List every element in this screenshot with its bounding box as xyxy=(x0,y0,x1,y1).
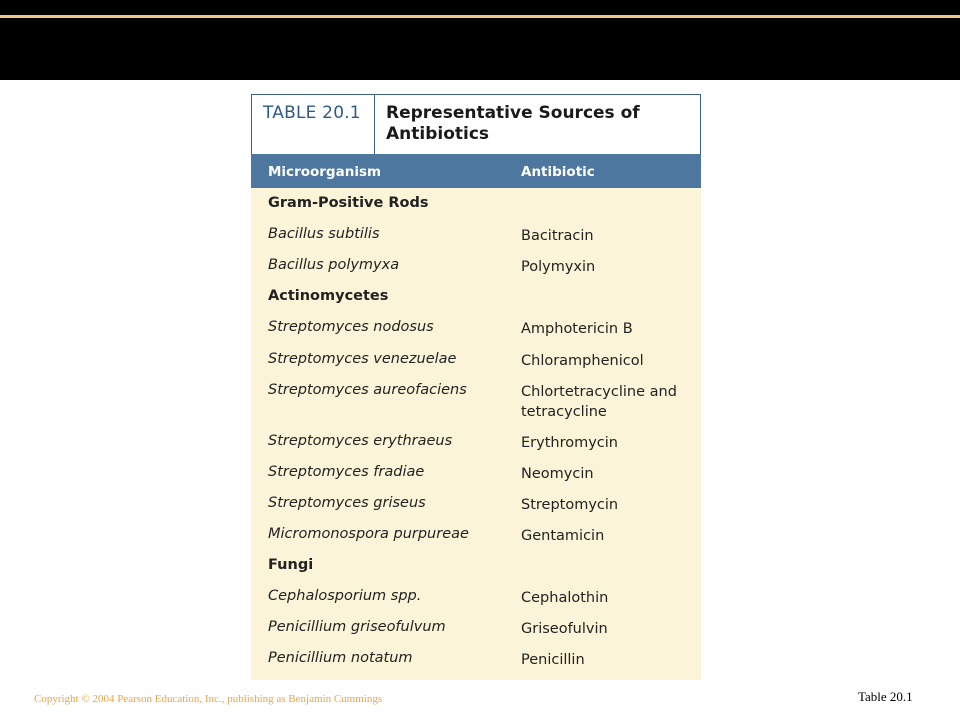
table-row xyxy=(251,351,701,382)
organism-cell: Streptomyces venezuelae xyxy=(268,350,457,367)
organism-cell: Streptomyces aureofaciens xyxy=(268,381,467,398)
organism-cell: Micromonospora purpureae xyxy=(268,525,469,542)
table-row xyxy=(251,588,701,619)
table-row xyxy=(251,433,701,464)
table-row xyxy=(251,526,701,557)
table-row xyxy=(251,495,701,526)
organism-cell: Penicillium notatum xyxy=(268,650,413,667)
organism-cell: Streptomyces fradiae xyxy=(268,463,425,480)
table-title: Representative Sources of Antibiotics xyxy=(386,103,640,144)
antibiotic-cell: Streptomycin xyxy=(521,496,619,513)
antibiotic-cell: Erythromycin xyxy=(521,434,618,451)
table-number: TABLE 20.1 xyxy=(252,95,375,155)
table-row xyxy=(251,619,701,650)
antibiotic-cell: Chloramphenicol xyxy=(521,352,644,369)
antibiotic-cell: Amphotericin B xyxy=(521,321,633,338)
group-label: Gram-Positive Rods xyxy=(268,195,429,211)
table-row xyxy=(251,382,701,433)
organism-cell: Penicillium griseofulvum xyxy=(268,619,446,636)
antibiotic-cell: Chlortetracycline and tetracycline xyxy=(521,383,677,420)
table-row xyxy=(251,257,701,288)
title-band-accent-line xyxy=(0,15,960,18)
organism-cell: Cephalosporium spp. xyxy=(268,588,422,605)
group-label: Fungi xyxy=(268,557,314,573)
organism-cell: Streptomyces nodosus xyxy=(268,319,434,336)
antibiotic-cell: Bacitracin xyxy=(521,228,594,245)
copyright-notice: Copyright © 2004 Pearson Education, Inc., publishing as Benjamin Cummings xyxy=(34,693,383,705)
table-row xyxy=(251,464,701,495)
header-microorganism: Microorganism xyxy=(268,164,382,180)
slide-table-label: Table 20.1 xyxy=(858,689,913,704)
antibiotic-cell: Polymyxin xyxy=(521,259,596,276)
antibiotic-cell: Gentamicin xyxy=(521,527,605,544)
group-row xyxy=(251,288,701,319)
table-row xyxy=(251,650,701,681)
slide-title-band xyxy=(0,0,960,80)
antibiotic-cell: Penicillin xyxy=(521,652,585,669)
antibiotics-table xyxy=(251,94,701,680)
organism-cell: Streptomyces griseus xyxy=(268,494,426,511)
group-row xyxy=(251,557,701,588)
header-antibiotic: Antibiotic xyxy=(521,164,595,180)
organism-cell: Bacillus polymyxa xyxy=(268,257,400,274)
antibiotic-cell: Cephalothin xyxy=(521,590,609,607)
table-title-box xyxy=(251,94,701,155)
antibiotic-cell: Neomycin xyxy=(521,465,594,482)
table-row xyxy=(251,319,701,350)
table-header-row xyxy=(251,154,701,188)
group-label: Actinomycetes xyxy=(268,288,389,305)
group-row xyxy=(251,195,701,226)
table-row xyxy=(251,226,701,257)
organism-cell: Bacillus subtilis xyxy=(268,226,380,243)
antibiotic-cell: Griseofulvin xyxy=(521,621,608,638)
organism-cell: Streptomyces erythraeus xyxy=(268,432,453,449)
